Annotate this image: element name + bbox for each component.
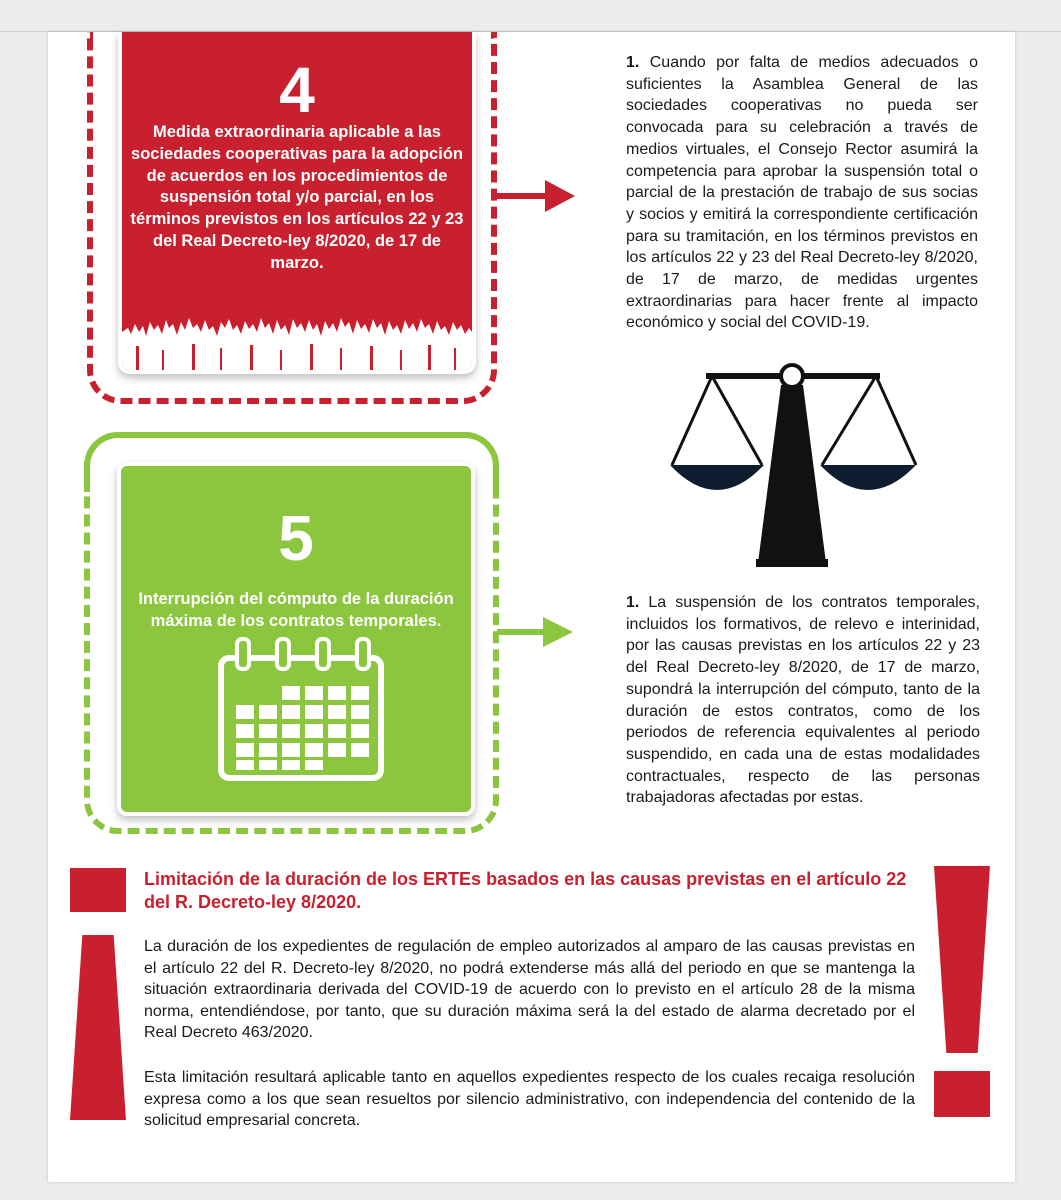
section-5-paragraph xyxy=(626,592,980,809)
section-5-card xyxy=(117,462,475,816)
section-4-number: 4 xyxy=(279,54,315,126)
section-5-title: Interrupción del cómputo de la duración máxima de los contratos temporales. xyxy=(138,590,454,630)
section-5-number: 5 xyxy=(278,502,314,574)
section-5-paragraph-number: 1. xyxy=(626,594,640,611)
section-4-arrow xyxy=(497,176,577,216)
crowd-silhouette-icon xyxy=(122,310,472,370)
exclamation-right-dot xyxy=(934,1071,990,1117)
exclamation-left-dot xyxy=(70,868,126,912)
section-5-paragraph-text: La suspensión de los contratos temporales, incluidos los formativos, de relevo e interinidad, por las causas previstas en los artículos 22 y 23 del Real Decreto-ley 8/2020, de 17 de marzo, supondrá la interrupción del cómputo, tanto de la duración de estos contratos, como de los periodos de referencia equivalentes al periodo suspendido, en cada una de estas modalidades contractuales, respecto de las personas trabajadoras afectadas por estas. xyxy=(626,594,980,807)
balance-scale-icon xyxy=(668,363,918,568)
section-5-arrow xyxy=(497,614,575,650)
notice-paragraph-2: Esta limitación resultará aplicable tanto en aquellos expedientes respecto de los cuales recaiga resolución expresa como a los que sean resueltos por silencio administrativo, con independencia del contenido de la solicitud empresarial concreta. xyxy=(144,1069,915,1129)
section-4-paragraph xyxy=(626,52,978,334)
section-4-paragraph-text: Cuando por falta de medios adecuados o suficientes la Asamblea General de las sociedades cooperativas no pueda ser convocada para su celebración a través de medios virtuales, el Consejo Rector asumirá la competencia para aprobar la suspensión total o parcial de la prestación de trabajo de sus socias y socios y emitirá la correspondiente certificación para su tramitación, en los términos previstos en los artículos 22 y 23 del Real Decreto-ley 8/2020, de 17 de marzo, de medidas urgentes extraordinarias para hacer frente al impacto económico y social del COVID-19. xyxy=(626,54,978,332)
calendar-icon xyxy=(218,636,388,786)
notice-paragraph-1: La duración de los expedientes de regulación de empleo autorizados al amparo de las causas previstas en el artículo 22 del R. Decreto-ley 8/2020, no podrá extenderse más allá del periodo en que se mantenga la situación extraordinaria derivada del COVID-19 de acuerdo con lo previsto en el artículo 28 de la misma norma, entendiéndose, por tanto, que su duración máxima será la del estado de alarma decretado por el Real Decreto 463/2020. xyxy=(144,938,915,1041)
section-4-paragraph-number: 1. xyxy=(626,54,640,71)
notice-title: Limitación de la duración de los ERTEs basados en las causas previstas en el artículo 22 del R. Decreto-ley 8/2020. xyxy=(144,869,907,912)
section-4-card xyxy=(118,32,476,374)
section-4-title: Medida extraordinaria aplicable a las sociedades cooperativas para la adopción de acuerdos en los procedimientos de suspensión total y/o parcial, en los términos previstos en los artículos 22 y 23 del Real Decreto-ley 8/2020, de 17 de marzo. xyxy=(130,123,464,272)
